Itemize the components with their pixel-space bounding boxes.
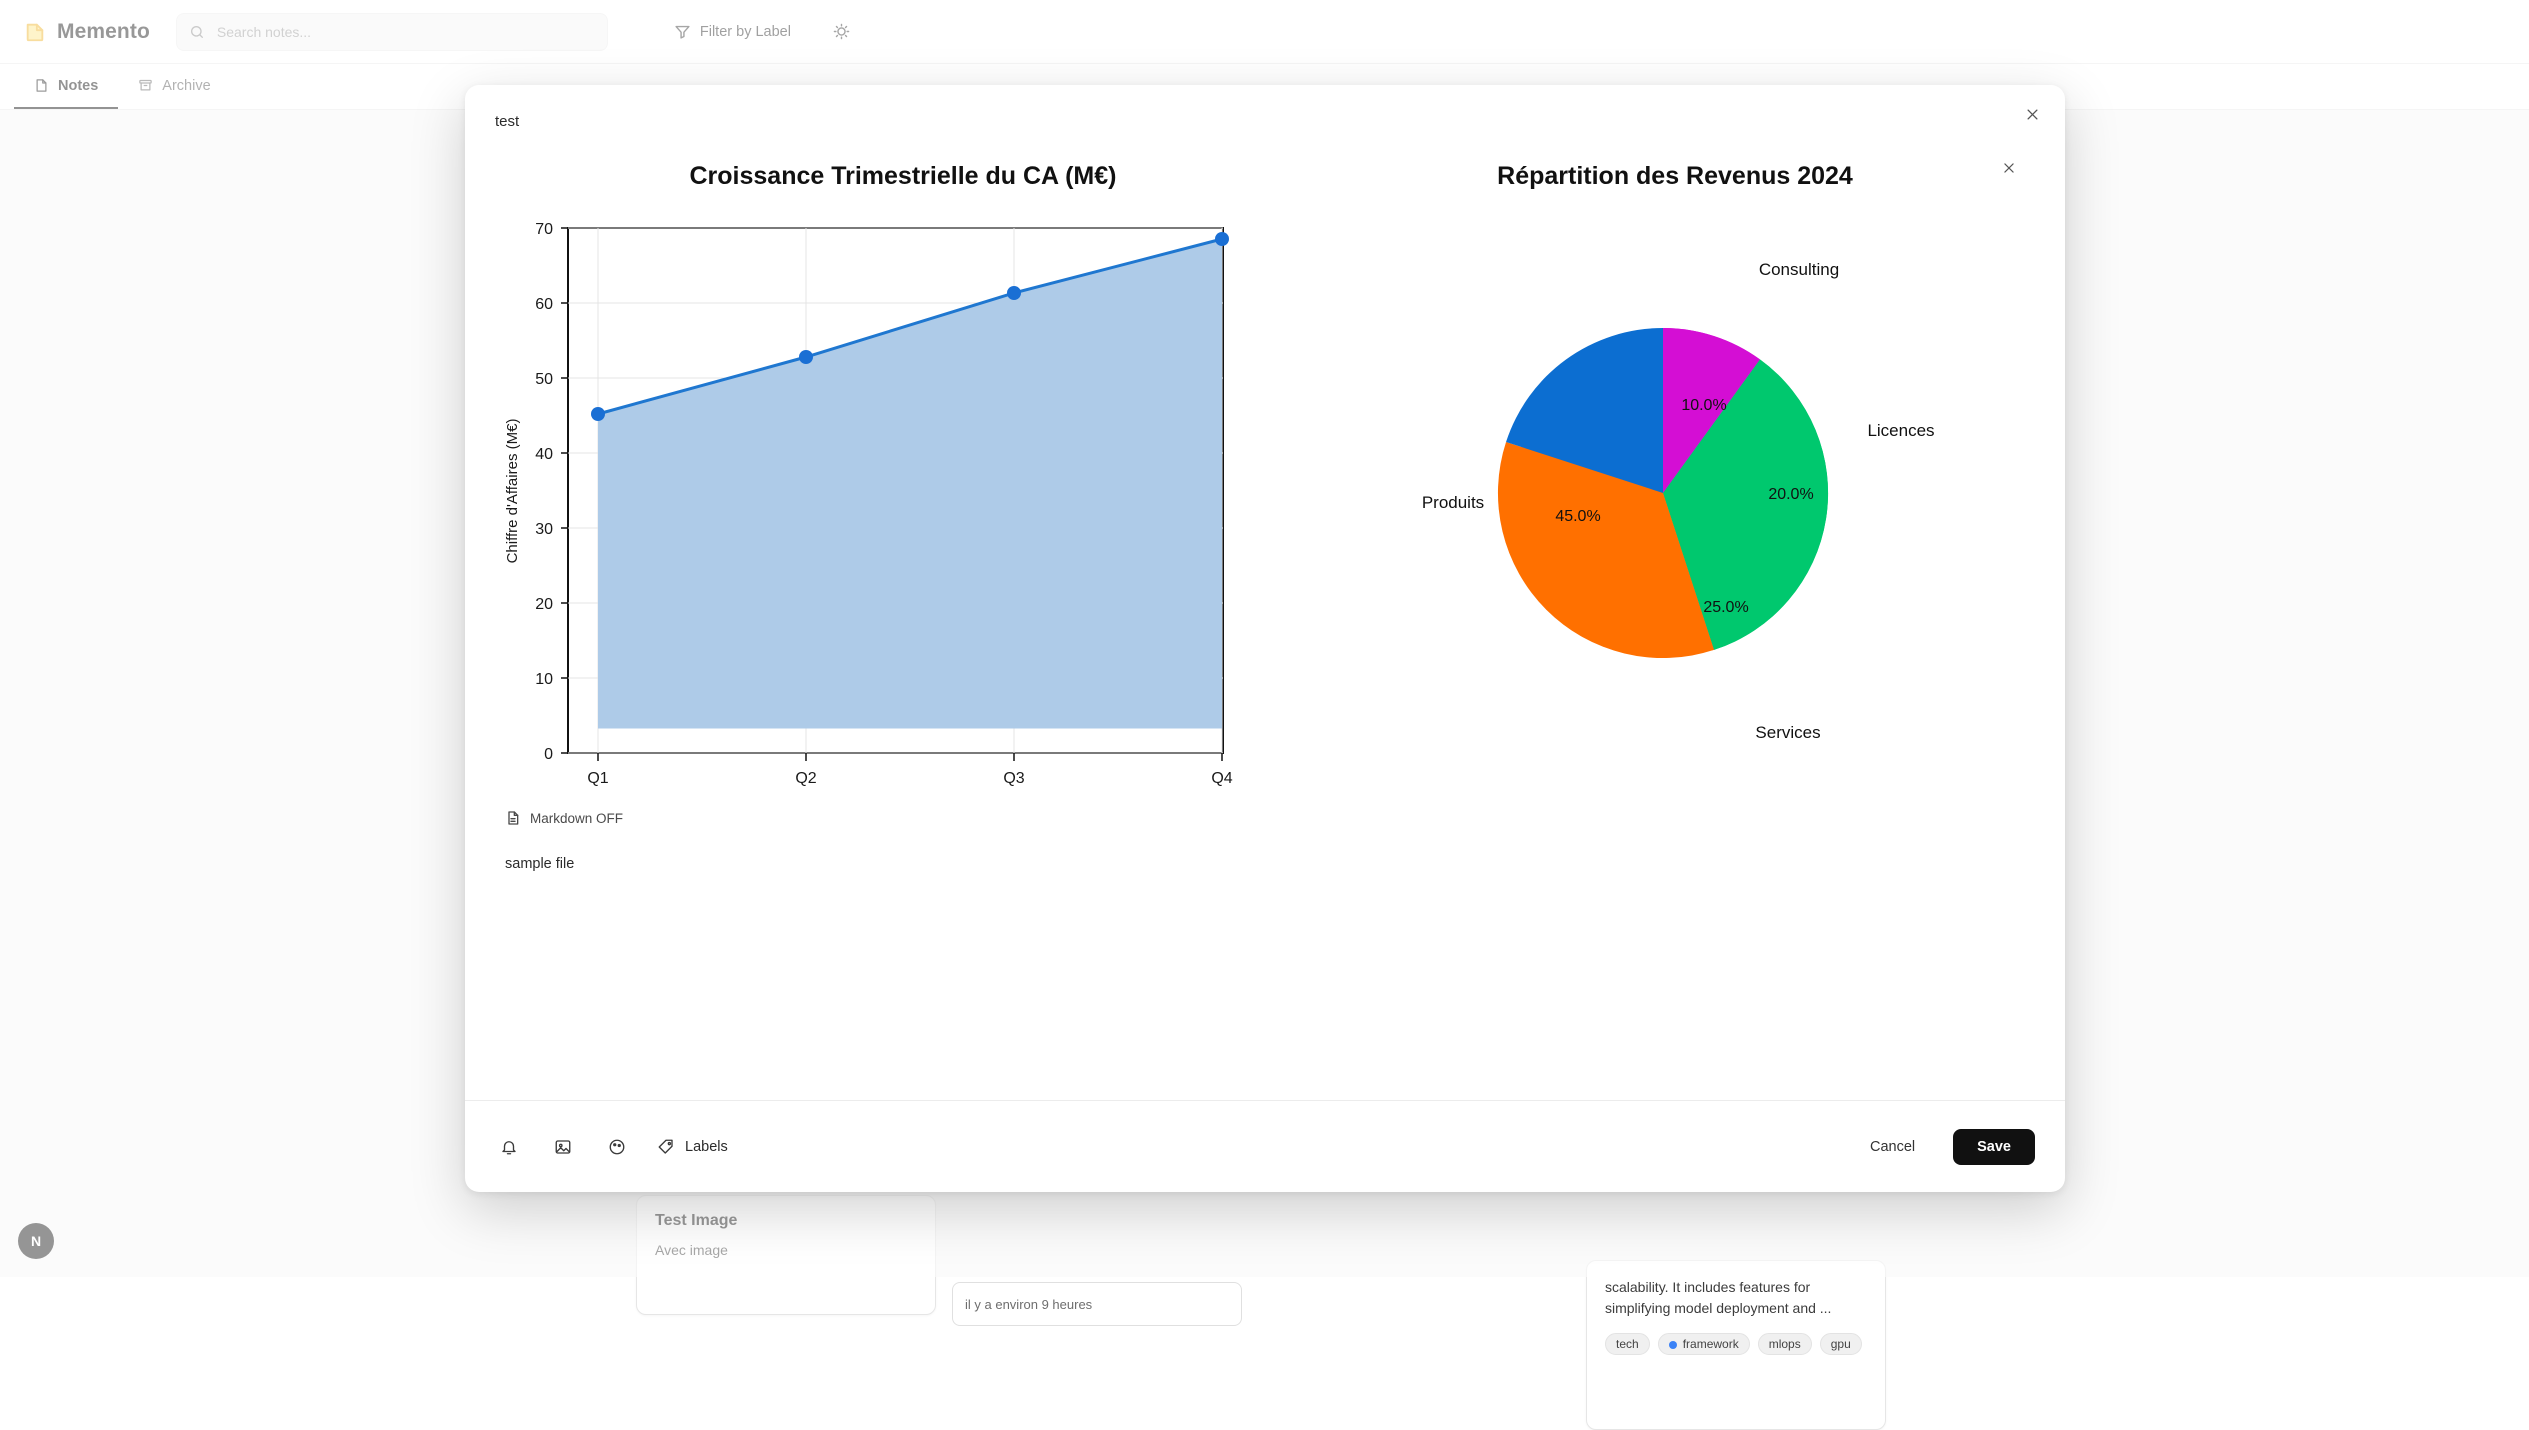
image-icon[interactable] [549, 1133, 577, 1161]
cancel-button[interactable]: Cancel [1854, 1130, 1931, 1164]
note-edit-modal [465, 85, 2065, 1192]
pie-label-produits: Produits [1421, 493, 1485, 512]
note-body-text[interactable]: sample file [505, 856, 575, 872]
palette-icon[interactable] [603, 1133, 631, 1161]
note-text: scalability. It includes features for simplifying model deployment and ... [1605, 1279, 1832, 1316]
modal-body [465, 130, 2065, 1100]
pie-label-services: Services [1755, 723, 1821, 742]
chip[interactable]: framework [1658, 1333, 1750, 1355]
charts-container [493, 142, 2037, 787]
pie-value-produits: 45.0% [1555, 508, 1601, 525]
markdown-toggle-label: Markdown OFF [530, 810, 624, 826]
close-icon[interactable] [1997, 156, 2021, 180]
y-tick-label: 70 [535, 221, 553, 238]
y-tick-label: 20 [535, 596, 553, 613]
note-quick-input[interactable] [952, 1282, 1242, 1326]
modal-title-row [465, 85, 2065, 130]
y-tick-label: 0 [544, 746, 553, 763]
area-chart-title: Croissance Trimestrielle du CA (M€) [689, 162, 1117, 190]
pie-label-consulting: Consulting [1758, 260, 1840, 279]
area-chart-pane [493, 142, 1313, 787]
bell-icon[interactable] [495, 1133, 523, 1161]
list-item[interactable] [1586, 1260, 1886, 1430]
chip[interactable]: gpu [1820, 1333, 1862, 1355]
footer-buttons [1854, 1129, 2035, 1165]
close-icon[interactable] [2019, 101, 2045, 127]
pie-chart-pane [1313, 142, 2037, 782]
y-tick-label: 40 [535, 446, 553, 463]
y-tick-label: 30 [535, 521, 553, 538]
x-tick-label: Q2 [795, 770, 817, 787]
pie-chart-title: Répartition des Revenus 2024 [1497, 162, 1853, 190]
markdown-toggle[interactable] [493, 810, 623, 826]
pie-label-licences: Licences [1867, 421, 1935, 440]
pie-chart [1313, 203, 2013, 803]
save-button[interactable]: Save [1953, 1129, 2035, 1165]
tag-icon [657, 1138, 675, 1156]
note-quick-input-text: il y a environ 9 heures [965, 1296, 1093, 1312]
chip[interactable]: mlops [1758, 1333, 1812, 1355]
labels-button[interactable] [657, 1138, 728, 1156]
y-tick-label: 10 [535, 671, 553, 688]
x-tick-label: Q1 [587, 770, 609, 787]
pie-value-services: 25.0% [1703, 599, 1749, 616]
footer-actions [495, 1133, 728, 1161]
labels-label: Labels [685, 1138, 728, 1155]
pie-value-licences: 20.0% [1768, 486, 1814, 503]
y-axis-label: Chiffre d'Affaires (M€) [504, 418, 521, 564]
y-tick-label: 60 [535, 296, 553, 313]
chip[interactable]: tech [1605, 1333, 1650, 1355]
document-icon [505, 810, 521, 826]
y-tick-label: 50 [535, 371, 553, 388]
x-tick-label: Q3 [1003, 770, 1025, 787]
modal-footer [465, 1100, 2065, 1192]
note-chips [1605, 1333, 1867, 1355]
pie-value-consulting: 10.0% [1681, 397, 1727, 414]
area-chart [493, 203, 1313, 803]
x-tick-label: Q4 [1211, 770, 1233, 787]
page-title[interactable]: test [495, 113, 520, 130]
